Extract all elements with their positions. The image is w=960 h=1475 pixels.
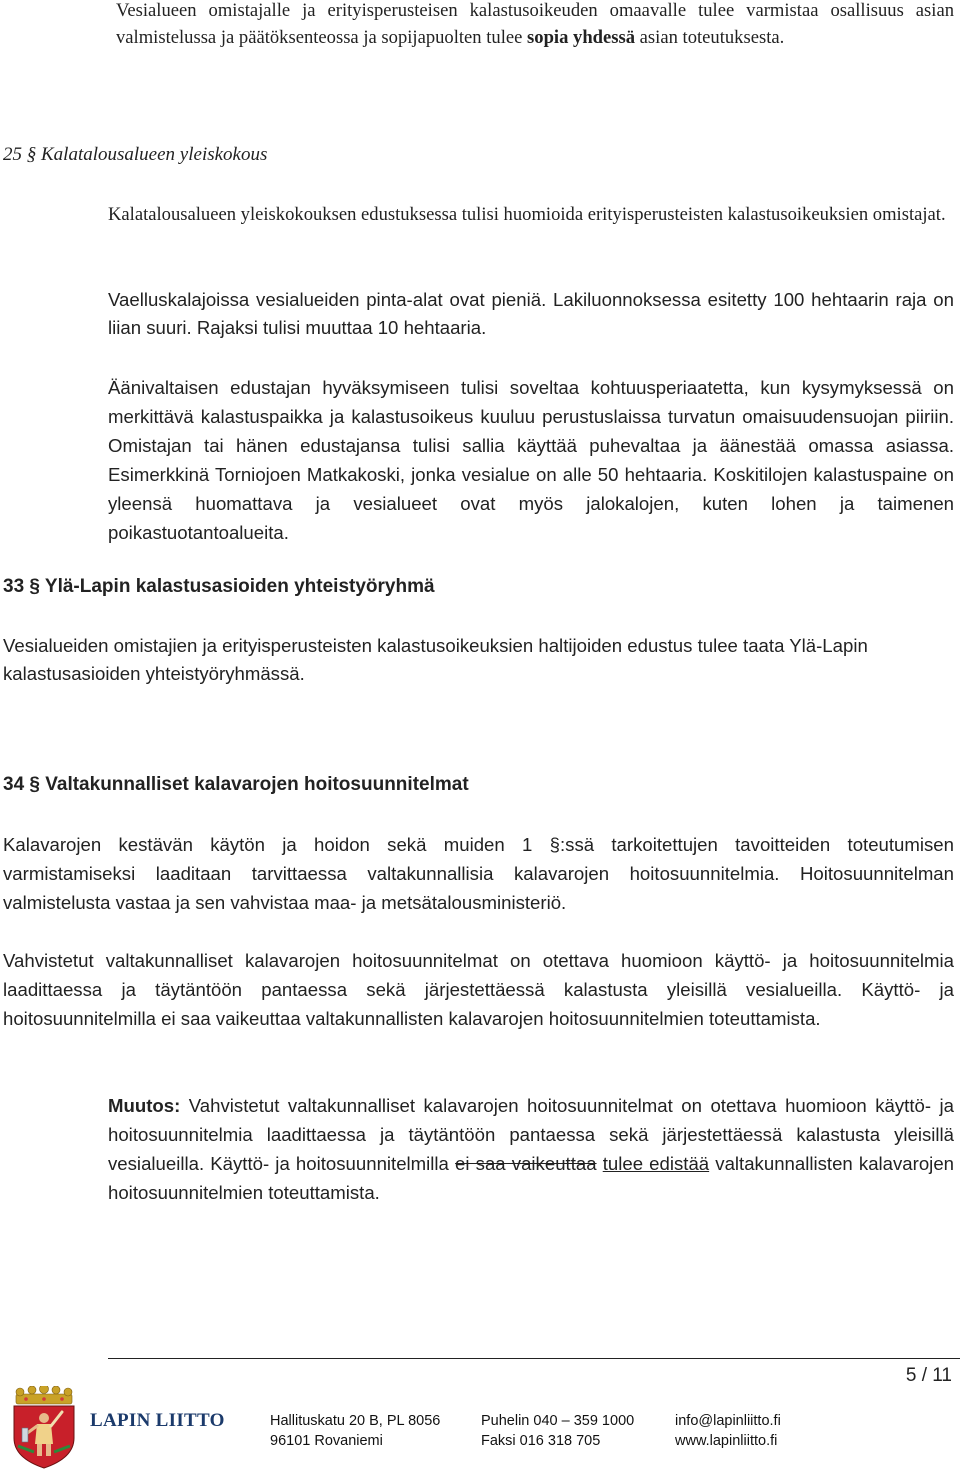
section-34-heading bbox=[3, 774, 903, 796]
footer-phone: Puhelin 040 – 359 1000 bbox=[481, 1413, 635, 1429]
organization-name: LAPIN LIITTO bbox=[90, 1410, 225, 1431]
section-25-text-1: Kalatalousalueen yleiskokouksen edustuksessa tulisi huomioida erityisperusteisten kalastusoikeuksien omistajat. bbox=[108, 204, 946, 225]
section-33-heading bbox=[3, 576, 903, 598]
footer-website-link[interactable]: www.lapinliitto.fi bbox=[675, 1433, 778, 1449]
page-number: 5 / 11 bbox=[905, 1365, 952, 1386]
section-25-text-2: Vaelluskalajoissa vesialueiden pinta-alat ovat pieniä. Lakiluonnoksessa esitetty 100 hehtaarin raja on liian suuri. Rajaksi tulisi muuttaa 10 hehtaaria. bbox=[108, 289, 954, 338]
section-34-body-2 bbox=[3, 946, 954, 1033]
section-33-body bbox=[3, 632, 948, 688]
coat-of-arms-icon bbox=[4, 1386, 84, 1470]
footer-divider bbox=[108, 1358, 960, 1359]
footer-fax: Faksi 016 318 705 bbox=[481, 1433, 601, 1449]
section-33-text: Vesialueiden omistajien ja erityisperusteisten kalastusoikeuksien haltijoiden edustus tulee taata Ylä-Lapin kalastusasioiden yhteistyöryhmässä. bbox=[3, 635, 868, 684]
change-label: Muutos: bbox=[108, 1095, 181, 1116]
footer-email-link[interactable]: info@lapinliitto.fi bbox=[675, 1413, 781, 1429]
change-struck-text: ei saa vaikeuttaa bbox=[455, 1153, 597, 1174]
section-33-title: 33 § Ylä-Lapin kalastusasioiden yhteistyöryhmä bbox=[3, 576, 435, 597]
section-25-body-1 bbox=[108, 201, 954, 229]
intro-text-c: asian toteutuksesta. bbox=[635, 27, 785, 48]
footer-address-line-1: Hallituskatu 20 B, PL 8056 bbox=[270, 1413, 441, 1429]
section-34-text-2: Vahvistetut valtakunnalliset kalavarojen hoitosuunnitelmat on otettava huomioon käyttö- ja hoitosuunnitelmia laadittaessa ja täytäntöön pantaessa sekä järjestettäessä kalastusta yleisillä vesialueilla. Käyttö- ja hoitosuunnitelmilla ei saa vaikeuttaa valtakunnallisten kalavarojen hoitosuunnitelmien toteuttamista. bbox=[3, 950, 954, 1029]
section-34-title: 34 § Valtakunnalliset kalavarojen hoitosuunnitelmat bbox=[3, 774, 469, 795]
footer-address-line-2: 96101 Rovaniemi bbox=[270, 1433, 383, 1449]
section-25-body-2 bbox=[108, 286, 954, 342]
section-25-heading bbox=[3, 144, 903, 166]
change-text-a: Vahvistetut valtakunnalliset kalavarojen hoitosuunnitelmat on otettava huomioon käyttö- ja hoitosuunnitelmia laadittaessa ja täytäntöön pantaessa sekä järjestettäessä kalastusta yleisillä vesialueilla. Käyttö- ja hoitosuunnitelmilla bbox=[108, 1095, 954, 1174]
change-inserted-text: tulee edistää bbox=[602, 1153, 710, 1174]
section-25-body-3 bbox=[108, 373, 954, 547]
intro-paragraph bbox=[116, 0, 954, 51]
change-text-b: valtakunnallisten kalavarojen hoitosuunnitelmien toteuttamista. bbox=[108, 1153, 954, 1203]
section-25-text-3: Äänivaltaisen edustajan hyväksymiseen tulisi soveltaa kohtuusperiaatetta, kun kysymyksessä on merkittävä kalastuspaikka ja kalastusoikeus kuuluu perustuslaissa turvatun omaisuudensuojan piiriin. Omistajan tai hänen edustajansa tulisi sallia käyttää puhevaltaa ja äänestää omassa asiassa. Esimerkkinä Torniojoen Matkakoski, jonka vesialue on alle 50 hehtaaria. Koskitilojen kalastuspaine on yleensä huomattava ja vesialueet ovat myös jalokalojen, kuten lohen ja taimenen poikastuotantoalueita. bbox=[108, 377, 954, 543]
section-34-change bbox=[108, 1091, 954, 1207]
intro-text-a: Vesialueen omistajalle ja erityisperusteisen kalastusoikeuden omaavalle tulee varmistaa osallisuus asian valmistelussa ja päätöksenteossa ja sopijapuolten tulee bbox=[116, 0, 954, 48]
section-25-title: 25 § Kalatalousalueen yleiskokous bbox=[3, 144, 268, 165]
section-34-text-1: Kalavarojen kestävän käytön ja hoidon sekä muiden 1 §:ssä tarkoitettujen tavoitteiden toteutumisen varmistamiseksi laaditaan tarvittaessa valtakunnallisia kalavarojen hoitosuunnitelmia. Hoitosuunnitelman valmistelusta vastaa ja sen vahvistaa maa- ja metsätalousministeriö. bbox=[3, 834, 954, 913]
intro-text-bold: sopia yhdessä bbox=[527, 27, 636, 48]
section-34-body-1 bbox=[3, 830, 954, 917]
